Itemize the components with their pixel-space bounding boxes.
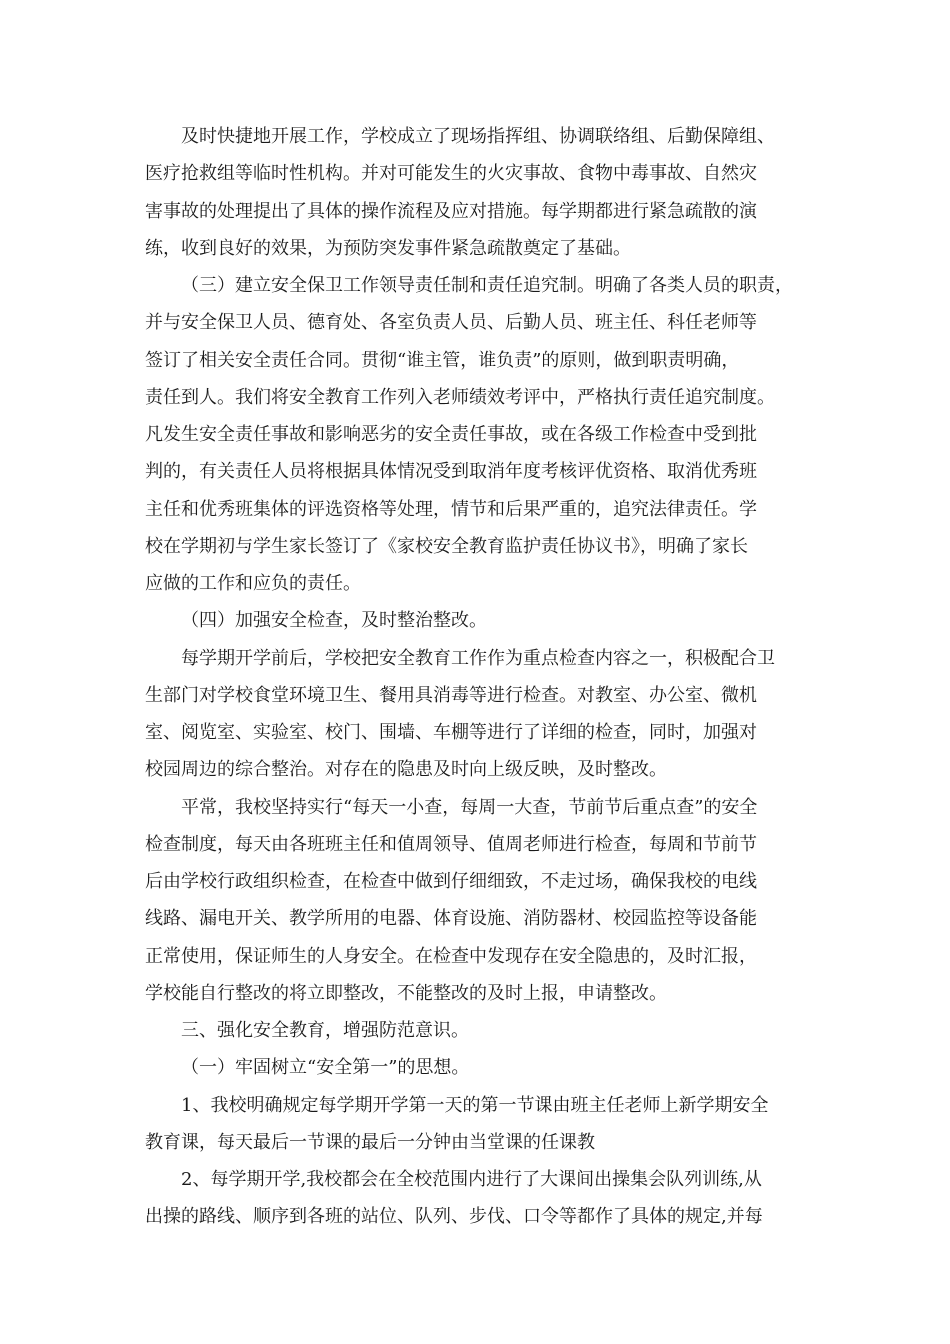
text-line: 判的，有关责任人员将根据具体情况受到取消年度考核评优资格、取消优秀班 <box>145 461 757 483</box>
text-line: 检查制度，每天由各班班主任和值周领导、值周老师进行检查，每周和节前节 <box>145 833 757 855</box>
text-line: 凡发生安全责任事故和影响恶劣的安全责任事故，或在各级工作检查中受到批 <box>145 424 757 445</box>
text-line: 线路、漏电开关、教学所用的电器、体育设施、消防器材、校园监控等设备能 <box>145 908 757 930</box>
text-line: 责任到人。我们将安全教育工作列入老师绩效考评中，严格执行责任追究制度。 <box>145 386 775 408</box>
text-line: 学校能自行整改的将立即整改，不能整改的及时上报，申请整改。 <box>145 982 667 1004</box>
text-line: 1、我校明确规定每学期开学第一天的第一节课由班主任老师上新学期安全 <box>181 1094 769 1116</box>
text-line: 校园周边的综合整治。对存在的隐患及时向上级反映，及时整改。 <box>145 759 667 781</box>
text-line: 室、阅览室、实验室、校门、围墙、车棚等进行了详细的检查，同时，加强对 <box>145 722 757 743</box>
text-line: 及时快捷地开展工作，学校成立了现场指挥组、协调联络组、后勤保障组、 <box>181 126 775 147</box>
text-line: 正常使用，保证师生的人身安全。在检查中发现存在安全隐患的，及时汇报， <box>145 945 757 967</box>
text-line: 三、强化安全教育，增强防范意识。 <box>181 1020 469 1041</box>
text-line: 医疗抢救组等临时性机构。并对可能发生的火灾事故、食物中毒事故、自然灾 <box>145 163 757 185</box>
text-line: 并与安全保卫人员、德育处、各室负责人员、后勤人员、班主任、科任老师等 <box>145 312 757 334</box>
document-body <box>145 118 825 1236</box>
text-line: 签订了相关安全责任合同。贯彻“谁主管，谁负责”的原则，做到职责明确， <box>145 349 740 371</box>
text-line: 生部门对学校食堂环境卫生、餐用具消毒等进行检查。对教室、办公室、微机 <box>145 684 757 706</box>
text-line: 后由学校行政组织检查，在检查中做到仔细细致，不走过场，确保我校的电线 <box>145 871 757 892</box>
text-line: （四）加强安全检查，及时整治整改。 <box>181 610 487 632</box>
text-line: 教育课，每天最后一节课的最后一分钟由当堂课的任课教 <box>145 1131 595 1153</box>
text-line: 主任和优秀班集体的评选资格等处理，情节和后果严重的，追究法律责任。学 <box>145 498 757 520</box>
text-line: 练，收到良好的效果，为预防突发事件紧急疏散奠定了基础。 <box>145 237 631 259</box>
text-line: （三）建立安全保卫工作领导责任制和责任追究制。明确了各类人员的职责， <box>181 275 793 296</box>
text-line: 出操的路线、顺序到各班的站位、队列、步伐、口令等都作了具体的规定,并每 <box>145 1206 763 1228</box>
text-line: （一）牢固树立“安全第一”的思想。 <box>181 1057 470 1079</box>
text-line: 平常，我校坚持实行“每天一小查，每周一大查，节前节后重点查”的安全 <box>181 796 758 818</box>
text-line: 害事故的处理提出了具体的操作流程及应对措施。每学期都进行紧急疏散的演 <box>145 200 757 222</box>
text-line: 应做的工作和应负的责任。 <box>145 573 361 594</box>
text-line: 校在学期初与学生家长签订了《家校安全教育监护责任协议书》，明确了家长 <box>145 535 748 557</box>
text-line: 2、每学期开学,我校都会在全校范围内进行了大课间出操集会队列训练,从 <box>181 1169 762 1190</box>
text-line: 每学期开学前后，学校把安全教育工作作为重点检查内容之一，积极配合卫 <box>181 647 775 669</box>
